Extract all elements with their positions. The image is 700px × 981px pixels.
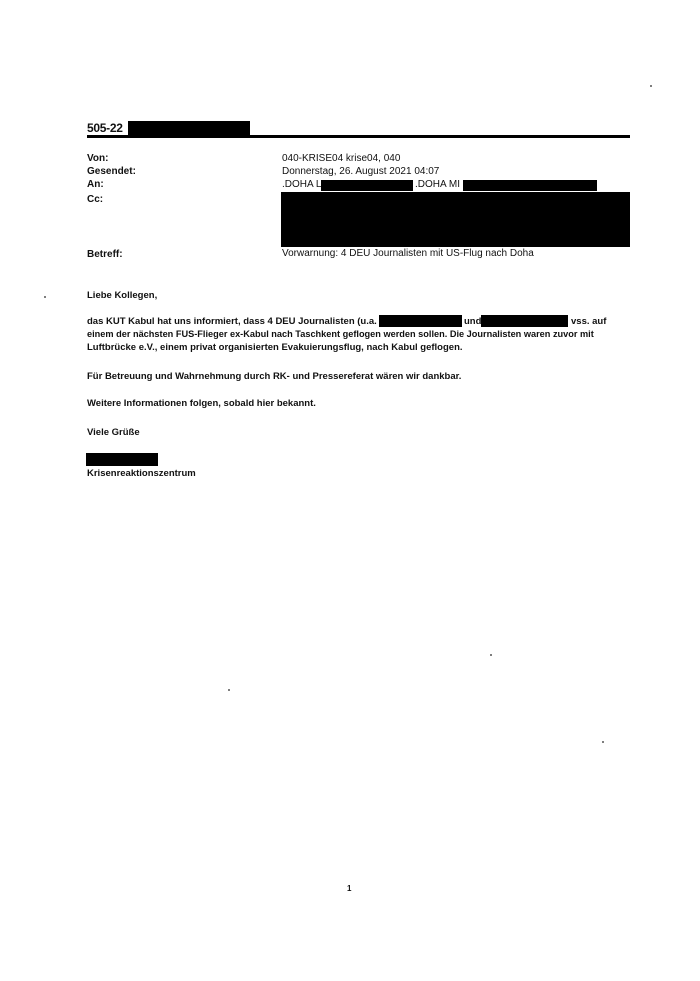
redaction-cc <box>281 192 630 247</box>
closing: Viele Grüße <box>87 427 140 438</box>
scan-speck <box>490 654 492 656</box>
cc-label: Cc: <box>87 194 104 205</box>
document-id: 505-22 <box>87 121 123 135</box>
von-value: 040-KRISE04 krise04, 040 <box>282 153 401 164</box>
paragraph-1-line-3: Luftbrücke e.V., einem privat organisierten Evakuierungsflug, nach Kabul geflogen. <box>87 342 463 353</box>
paragraph-1-line-1c: vss. auf <box>571 316 607 327</box>
betreff-value: Vorwarnung: 4 DEU Journalisten mit US-Flug nach Doha <box>282 248 534 259</box>
scan-speck <box>602 741 604 743</box>
scan-speck <box>228 689 230 691</box>
page-number: 1 <box>347 884 352 893</box>
redaction-signature <box>86 453 158 466</box>
redaction-journalist-1 <box>379 315 462 327</box>
an-label: An: <box>87 179 104 190</box>
paragraph-1-line-1a: das KUT Kabul hat uns informiert, dass 4 DEU Journalisten (u.a. <box>87 316 377 327</box>
redaction-an-2 <box>463 180 597 191</box>
betreff-label: Betreff: <box>87 249 123 260</box>
von-label: Von: <box>87 153 109 164</box>
paragraph-1-line-1b: und <box>464 316 482 327</box>
redaction-journalist-2 <box>481 315 568 327</box>
paragraph-3: Weitere Informationen folgen, sobald hier bekannt. <box>87 398 316 409</box>
scan-speck <box>650 85 652 87</box>
redaction-an-1 <box>321 180 413 191</box>
redaction-document-id <box>128 121 250 136</box>
greeting: Liebe Kollegen, <box>87 290 158 301</box>
header-rule <box>87 135 630 138</box>
an-value-1: .DOHA L <box>282 179 322 190</box>
department: Krisenreaktionszentrum <box>87 468 196 479</box>
gesendet-value: Donnerstag, 26. August 2021 04:07 <box>282 166 440 177</box>
paragraph-1-line-2: einem der nächsten FUS-Flieger ex-Kabul nach Taschkent geflogen werden sollen. Die Journalisten waren zuvor mit <box>87 329 594 339</box>
scan-speck <box>44 296 46 298</box>
gesendet-label: Gesendet: <box>87 166 136 177</box>
an-value-2: .DOHA MI <box>415 179 461 190</box>
paragraph-2: Für Betreuung und Wahrnehmung durch RK- und Pressereferat wären wir dankbar. <box>87 371 462 382</box>
